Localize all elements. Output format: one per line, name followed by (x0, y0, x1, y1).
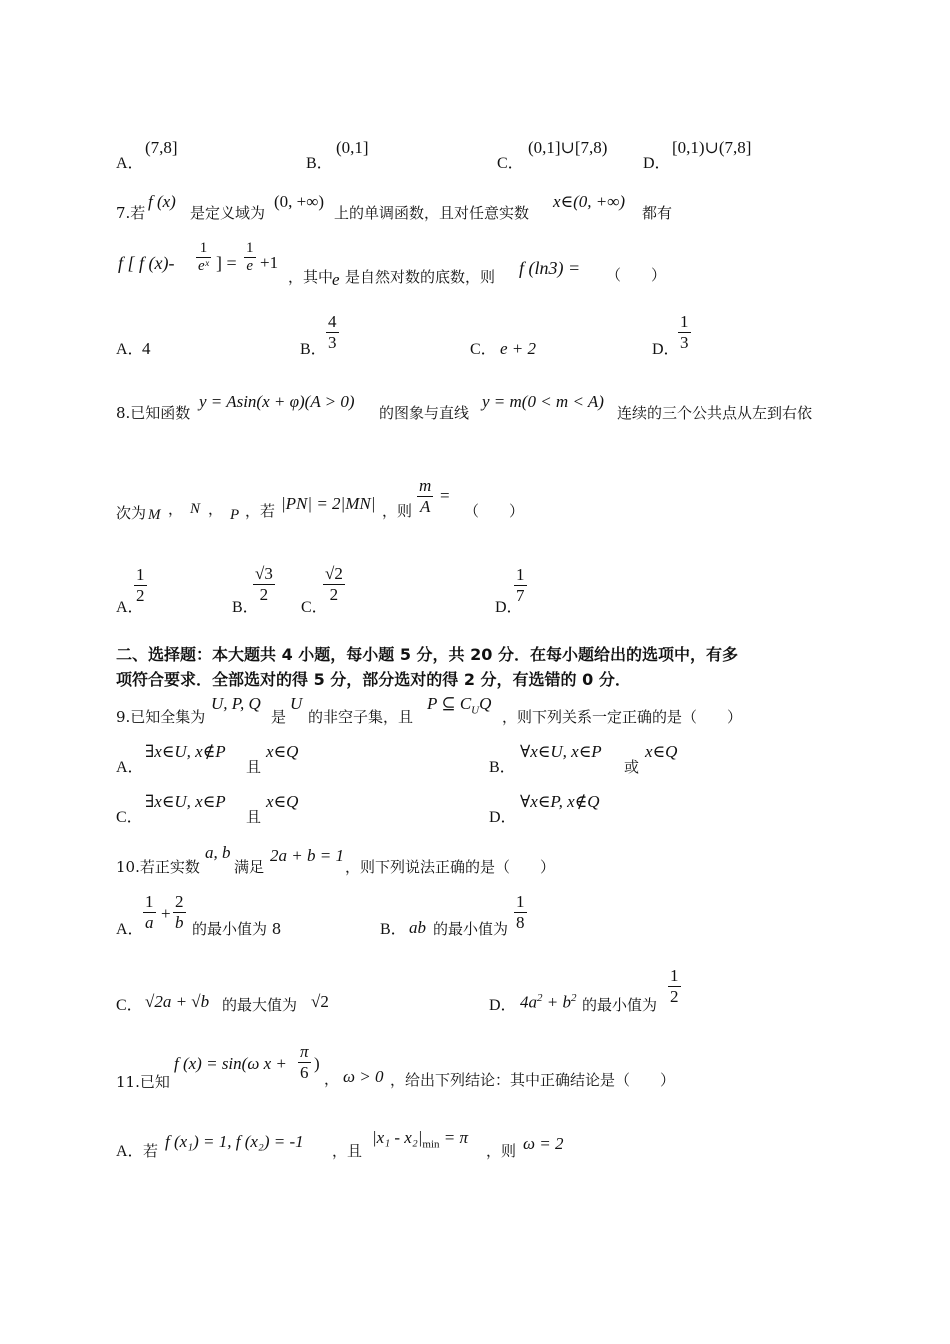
q7-fraction-2-num: 1 (244, 240, 256, 258)
q8-option-d-fraction (514, 565, 527, 605)
q8-text-3: 次为 (116, 504, 147, 522)
q8-option-a-fraction (134, 565, 147, 605)
q10-option-d-den: 2 (670, 986, 679, 1006)
q8-equals: = (440, 486, 450, 505)
q11-fraction-den: 6 (300, 1062, 309, 1082)
q9-option-c-text: 且 (246, 808, 262, 826)
q9-option-c-label: C． (116, 809, 143, 826)
q10-option-c-text: 的最大值为 (222, 996, 298, 1014)
q8-option-a-den: 2 (136, 585, 145, 605)
section-2-line-1: 二、选择题：本大题共 4 小题，每小题 5 分，共 20 分．在每小题给出的选项中，有多 (116, 645, 738, 664)
q10-option-d-m1: 4a (520, 992, 537, 1012)
q7-option-b-den: 3 (328, 332, 337, 352)
q8-text-5: ，则 (382, 502, 413, 520)
q6-option-d-math: [0,1)∪(7,8] (672, 138, 752, 157)
q8-option-a-label: A． (116, 599, 144, 616)
q10-option-b-label: B． (380, 921, 407, 938)
q6-option-c-label: C． (497, 155, 524, 172)
q8-function: y = Asin(x + φ)(A > 0) (199, 392, 355, 411)
q7-text-2: 上的单调函数，且对任意实数 (334, 204, 530, 222)
q8-option-b-fraction (253, 564, 275, 604)
q7-option-c-label: C． (470, 341, 497, 358)
q6-option-b-math: (0,1] (336, 138, 369, 157)
q7-text-5: 是自然对数的底数，则 (345, 268, 496, 286)
q7-equation-left: f [ f (x)- (118, 253, 175, 273)
q8-comma-2: ， (208, 500, 224, 518)
q8-option-d-label: D． (495, 599, 523, 616)
q10-option-b-num: 1 (516, 892, 525, 911)
q7-text-1: 是定义域为 (190, 204, 266, 222)
q8-option-c-num: √2 (325, 564, 343, 583)
q10-option-a-f2-den: b (175, 912, 184, 932)
q7-x-in-domain: x∈(0, +∞) (553, 192, 626, 211)
q11-fraction-num: π (300, 1042, 309, 1061)
q9-prefix: 9.已知全集为 (116, 708, 206, 726)
q10-option-a-text: 的最小值为 8 (192, 920, 282, 938)
q9-option-c-math-2: x∈Q (266, 792, 299, 811)
q11-option-a-sub-min: min (422, 1138, 440, 1151)
q7-fraction-1-num: 1 (196, 240, 211, 258)
q8-fraction-m-over-a (417, 476, 433, 516)
q10-option-d-sup1: 2 (537, 992, 543, 1004)
q11-condition: ω > 0 (343, 1067, 384, 1086)
q8-text-1: 的图象与直线 (379, 404, 470, 422)
section-2-line-2: 项符合要求．全部选对的得 5 分，部分选对的得 2 分，有选错的 0 分． (116, 670, 631, 689)
q11-option-a-math-1: f (x₁) = 1, f (x₂) = -1 (165, 1132, 304, 1151)
q11-text-2: ，给出下列结论：其中正确结论是（ ） (390, 1071, 676, 1089)
q7-option-b-label: B． (300, 341, 327, 358)
q8-option-b-den: 2 (259, 584, 269, 604)
q11-fraction-pi-over-6 (298, 1042, 311, 1082)
q7-fraction-1-den: eˣ (198, 258, 209, 275)
q7-option-d-label: D． (652, 341, 680, 358)
q8-point-p: P (230, 507, 240, 523)
q8-line-eq: y = m(0 < m < A) (482, 392, 604, 411)
q7-answer-paren: （ ） (606, 266, 667, 284)
q11-prefix: 11.已知 (116, 1073, 170, 1091)
q10-option-c-math: √2a + √b (145, 992, 210, 1011)
q10-option-b-fraction (514, 892, 527, 932)
q7-option-a-value: 4 (142, 339, 151, 358)
q7-option-b-fraction (326, 312, 339, 352)
q9-condition-main: P ⊆ C (427, 694, 472, 713)
q9-option-a-label: A． (116, 759, 144, 776)
q9-option-b-label: B． (489, 759, 516, 776)
q11-option-a-text-3: ，则 (486, 1142, 517, 1160)
q9-option-d-label: D． (489, 809, 517, 826)
q9-option-d-math-1: ∀x∈P, x∉Q (520, 792, 600, 811)
q9-option-b-math-1: ∀x∈U, x∈P (520, 742, 602, 761)
q7-fx: f (x) (148, 192, 176, 211)
q8-option-c-fraction (323, 564, 345, 604)
q7-prefix: 7.若 (116, 204, 146, 222)
q10-option-a-f2-num: 2 (175, 892, 184, 911)
q7-fraction-2-den: e (246, 258, 254, 275)
q8-option-c-den: 2 (329, 584, 339, 604)
q8-fraction-num: m (419, 476, 432, 495)
q8-condition: |PN| = 2|MN| (281, 494, 376, 513)
q10-option-d-m2: + b (542, 992, 571, 1012)
q9-option-b-math-2: x∈Q (645, 742, 678, 761)
q10-option-b-text: 的最小值为 (433, 920, 509, 938)
q10-condition: 2a + b = 1 (270, 846, 344, 865)
q7-f-ln3: f (ln3) = (519, 258, 581, 278)
q6-option-b-label: B． (306, 155, 333, 172)
q8-comma-1: ， (168, 500, 184, 518)
q10-option-a-fraction-1 (143, 892, 156, 932)
q11-function-end: ) (314, 1054, 320, 1073)
q8-option-c-label: C． (301, 599, 328, 616)
q7-text-4: ，其中 (288, 268, 334, 286)
q8-point-n: N (190, 501, 201, 517)
q9-option-a-text: 且 (246, 758, 262, 776)
q8-option-d-num: 1 (516, 565, 525, 584)
q9-condition (427, 694, 491, 718)
q6-option-a-math: (7,8] (145, 138, 178, 157)
q10-option-d-sup2: 2 (570, 992, 577, 1004)
q7-domain: (0, +∞) (274, 192, 325, 211)
q10-option-d-text: 的最小值为 (582, 996, 658, 1014)
q10-option-d-label: D． (489, 997, 517, 1014)
q9-condition-sub: U (471, 704, 480, 717)
q7-equation-right: +1 (260, 253, 279, 272)
q8-option-b-num: √3 (255, 564, 273, 583)
q8-point-m: M (148, 507, 161, 523)
q11-option-a-math-3: ω = 2 (523, 1134, 564, 1153)
q7-option-b-num: 4 (328, 312, 337, 331)
q10-text-2: ，则下列说法正确的是（ ） (345, 858, 556, 876)
q11-text-1: ， (324, 1070, 340, 1088)
q8-answer-paren: （ ） (464, 502, 525, 520)
q7-option-c-value: e + 2 (500, 339, 537, 358)
q9-text-1: 是 (271, 708, 287, 726)
q10-option-a-label: A． (116, 921, 144, 938)
q11-option-a-label: A． (116, 1143, 144, 1160)
q9-option-b-text: 或 (624, 758, 640, 776)
q11-option-a-text-1: 若 (143, 1142, 159, 1160)
q8-text-4: ，若 (245, 502, 276, 520)
q7-option-d-num: 1 (680, 312, 689, 331)
q9-option-a-math-2: x∈Q (266, 742, 299, 761)
q9-text-2: 的非空子集，且 (308, 708, 414, 726)
q10-text-1: 满足 (234, 858, 265, 876)
q10-option-d-math (520, 992, 576, 1013)
q8-fraction-den: A (419, 496, 431, 516)
q10-option-a-plus: + (161, 904, 171, 923)
q10-option-a-fraction-2 (173, 892, 186, 932)
q9-universal-set: U (290, 694, 303, 713)
q10-option-a-f1-den: a (145, 912, 154, 932)
q10-option-c-value: √2 (311, 992, 329, 1011)
q8-option-b-label: B． (232, 599, 259, 616)
q10-option-c-label: C． (116, 997, 143, 1014)
q11-option-a-abs: |x₁ - x₂| (372, 1128, 423, 1147)
q7-option-d-den: 3 (680, 332, 689, 352)
q9-sets: U, P, Q (211, 694, 261, 713)
q7-option-a-label: A． (116, 341, 144, 358)
q10-variables: a, b (205, 843, 231, 862)
q7-text-3: 都有 (642, 204, 673, 222)
q10-option-d-num: 1 (670, 966, 679, 985)
q9-text-3: ，则下列关系一定正确的是（ ） (502, 708, 743, 726)
q11-function: f (x) = sin(ω x + (174, 1054, 287, 1073)
q10-option-b-den: 8 (516, 912, 525, 932)
q8-prefix: 8.已知函数 (116, 404, 191, 422)
q7-option-d-fraction (678, 312, 691, 352)
q11-option-a-math-2 (372, 1128, 468, 1152)
q9-condition-end: Q (479, 694, 492, 713)
q6-option-a-label: A． (116, 155, 144, 172)
q10-prefix: 10.若正实数 (116, 858, 200, 876)
q10-option-b-math: ab (409, 918, 426, 937)
q7-fraction-2 (244, 240, 256, 276)
q11-option-a-text-2: ，且 (332, 1142, 363, 1160)
q9-option-a-math-1: ∃x∈U, x∉P (145, 742, 226, 761)
q9-option-c-math-1: ∃x∈U, x∈P (145, 792, 226, 811)
q7-equation-mid: ] = (216, 253, 237, 273)
q8-text-2: 连续的三个公共点从左到右依 (617, 404, 813, 422)
q7-fraction-1 (196, 240, 211, 276)
q10-option-d-fraction (668, 966, 681, 1006)
q11-option-a-eq-pi: = π (439, 1128, 469, 1147)
q8-option-a-num: 1 (136, 565, 145, 584)
q7-e-symbol: e (332, 270, 340, 289)
q8-option-d-den: 7 (516, 585, 525, 605)
q6-option-d-label: D． (643, 155, 671, 172)
q6-option-c-math: (0,1]∪[7,8) (528, 138, 608, 157)
q10-option-a-f1-num: 1 (145, 892, 154, 911)
